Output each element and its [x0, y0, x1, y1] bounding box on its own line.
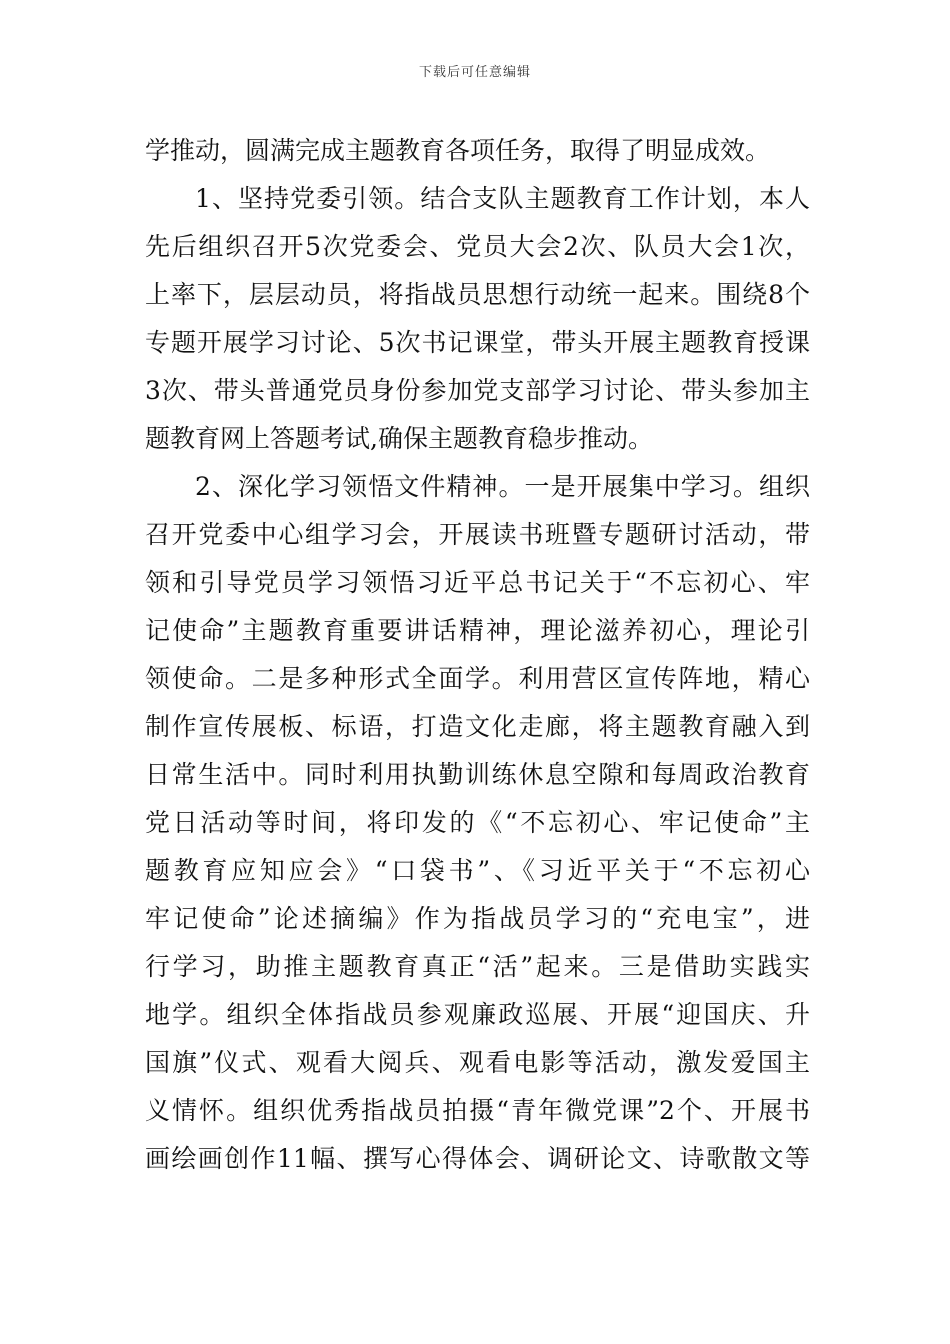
text-line: 学推动，圆满完成主题教育各项任务，取得了明显成效。	[145, 136, 771, 165]
text-line: 题教育网上答题考试,确保主题教育稳步推动。	[145, 424, 653, 453]
text-line: 3次、带头普通党员身份参加党支部学习讨论、带头参加主	[145, 376, 810, 405]
text-line: 义情怀。组织优秀指战员拍摄“青年微党课”2个、开展书	[145, 1096, 810, 1125]
text-line: 记使命”主题教育重要讲话精神，理论滋养初心，理论引	[145, 616, 810, 645]
text-line: 党日活动等时间，将印发的《“不忘初心、牢记使命”主	[145, 808, 810, 837]
document-body	[145, 127, 810, 1183]
text-line: 题教育应知应会》“口袋书”、《习近平关于“不忘初心	[145, 856, 810, 885]
text-line: 行学习，助推主题教育真正“活”起来。三是借助实践实	[145, 952, 810, 981]
text-line: 制作宣传展板、标语，打造文化走廊，将主题教育融入到	[145, 712, 810, 741]
text-line: 上率下，层层动员，将指战员思想行动统一起来。围绕8个	[145, 280, 810, 309]
text-line: 领使命。二是多种形式全面学。利用营区宣传阵地，精心	[145, 664, 810, 693]
paragraph-deepen-study	[145, 463, 810, 1183]
paragraph-continuation	[145, 127, 810, 175]
text-line: 领和引导党员学习领悟习近平总书记关于“不忘初心、牢	[145, 568, 810, 597]
text-line: 2、深化学习领悟文件精神。一是开展集中学习。组织	[195, 472, 810, 501]
text-line: 地学。组织全体指战员参观廉政巡展、开展“迎国庆、升	[145, 1000, 810, 1029]
paragraph-party-leadership	[145, 175, 810, 463]
text-line: 专题开展学习讨论、5次书记课堂，带头开展主题教育授课	[145, 328, 810, 357]
text-line: 1、坚持党委引领。结合支队主题教育工作计划，本人	[195, 184, 810, 213]
text-line: 牢记使命”论述摘编》作为指战员学习的“充电宝”，进	[145, 904, 810, 933]
text-line: 召开党委中心组学习会，开展读书班暨专题研讨活动，带	[145, 520, 810, 549]
page-header: 下载后可任意编辑	[418, 65, 531, 80]
text-line: 国旗”仪式、观看大阅兵、观看电影等活动，激发爱国主	[145, 1048, 810, 1077]
text-line: 先后组织召开5次党委会、党员大会2次、队员大会1次，	[145, 232, 810, 261]
text-line: 日常生活中。同时利用执勤训练休息空隙和每周政治教育	[145, 760, 810, 789]
text-line: 画绘画创作11幅、撰写心得体会、调研论文、诗歌散文等	[145, 1144, 810, 1173]
